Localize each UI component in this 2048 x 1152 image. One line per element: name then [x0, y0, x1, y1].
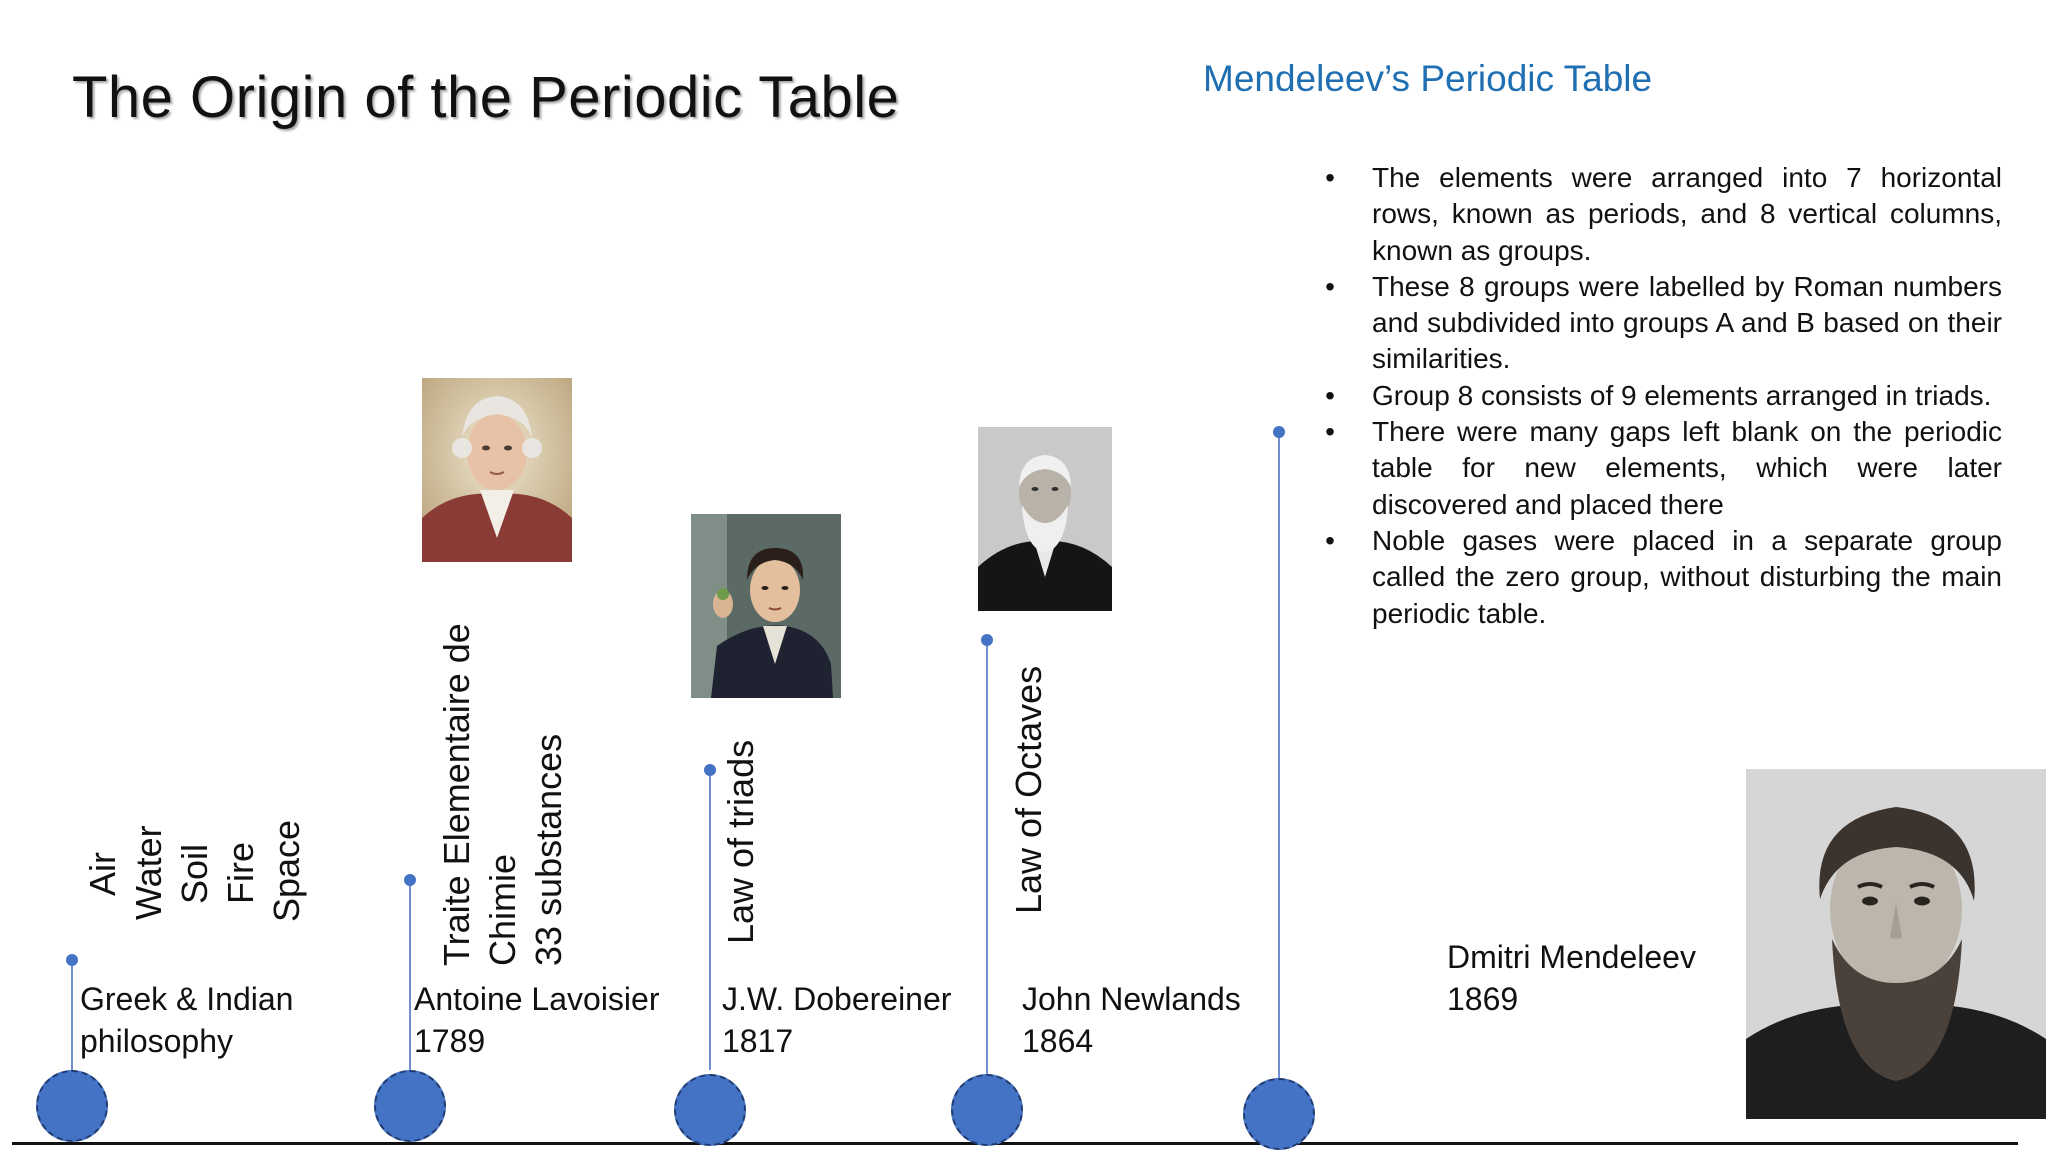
bullet-text: There were many gaps left blank on the periodic table for new elements, which were later discovered and placed there	[1372, 416, 2002, 520]
caption-detail: 1864	[1022, 1023, 1094, 1059]
caption-detail: philosophy	[80, 1023, 233, 1059]
lavoisier-label-chimie: Chimie	[482, 853, 523, 966]
bullet-item	[1320, 269, 2002, 378]
timeline-stem	[986, 640, 988, 1074]
timeline-node-mendeleev	[1243, 1078, 1315, 1150]
bullet-text: Noble gases were placed in a separate group called the zero group, without disturbing the main periodic table.	[1372, 524, 2002, 629]
timeline-stem-dot	[1273, 426, 1285, 438]
caption-name: J.W. Dobereiner	[722, 981, 952, 1017]
timeline-caption-lavoisier	[414, 978, 659, 1062]
timeline-stem-dot	[704, 764, 716, 776]
newlands-label-octaves: Law of Octaves	[1008, 665, 1049, 914]
bullet-item	[1320, 160, 2002, 269]
lavoisier-label-book: Traite Elementaire de	[436, 623, 477, 966]
timeline-stem	[409, 880, 411, 1070]
timeline-caption-newlands	[1022, 978, 1241, 1062]
elements-label-fire: Fire	[220, 842, 261, 904]
dobereiner-portrait-image	[691, 514, 841, 698]
timeline-stem	[709, 770, 711, 1070]
lavoisier-label-substances: 33 substances	[528, 733, 569, 966]
caption-name: Dmitri Mendeleev	[1447, 939, 1696, 975]
dobereiner-label-triads: Law of triads	[720, 739, 761, 944]
timeline-stem	[71, 960, 73, 1070]
timeline-caption-greek	[80, 978, 293, 1062]
mendeleev-bullet-list	[1320, 160, 2002, 632]
bullet-text: These 8 groups were labelled by Roman numbers and subdivided into groups A and B based on their similarities.	[1372, 270, 2002, 375]
bullet-item	[1320, 523, 2002, 632]
lavoisier-portrait	[422, 378, 572, 562]
bullet-text: Group 8 consists of 9 elements arranged in triads.	[1372, 379, 1992, 411]
elements-label-soil: Soil	[174, 843, 215, 904]
timeline-node-lavoisier	[374, 1070, 446, 1142]
caption-detail: 1789	[414, 1023, 486, 1059]
newlands-portrait-image	[978, 427, 1112, 611]
bullet-item	[1320, 378, 2002, 414]
timeline-axis	[12, 1142, 2018, 1145]
timeline-stem-dot	[981, 634, 993, 646]
page-title: The Origin of the Periodic Table	[72, 65, 900, 130]
mendeleev-portrait	[1746, 769, 2046, 1119]
timeline-caption-mendeleev	[1447, 936, 1696, 1020]
section-subtitle: Mendeleev’s Periodic Table	[1203, 58, 1653, 99]
timeline-stem-dot	[66, 954, 78, 966]
elements-label-space: Space	[266, 819, 307, 922]
bullet-marker: •	[1325, 162, 1335, 193]
caption-name: Greek & Indian	[80, 981, 294, 1017]
newlands-portrait	[978, 427, 1112, 611]
mendeleev-portrait-image	[1746, 769, 2046, 1119]
timeline-stem	[1278, 432, 1280, 1078]
elements-label-water: Water	[128, 825, 169, 920]
timeline-node-newlands	[951, 1074, 1023, 1146]
caption-name: Antoine Lavoisier	[414, 981, 660, 1017]
bullet-text: The elements were arranged into 7 horizontal rows, known as periods, and 8 vertical columns, known as groups.	[1372, 162, 2002, 266]
timeline-node-greek	[36, 1070, 108, 1142]
timeline-node-dobereiner	[674, 1074, 746, 1146]
lavoisier-portrait-image	[422, 378, 572, 562]
bullet-marker: •	[1325, 524, 1335, 556]
caption-detail: 1817	[722, 1023, 794, 1059]
timeline-caption-dobereiner	[722, 978, 951, 1062]
bullet-marker: •	[1325, 379, 1335, 411]
dobereiner-portrait	[691, 514, 841, 698]
elements-label-air: Air	[82, 852, 123, 896]
bullet-marker: •	[1325, 270, 1335, 302]
caption-detail: 1869	[1447, 981, 1519, 1017]
caption-name: John Newlands	[1022, 981, 1241, 1017]
bullet-marker: •	[1325, 416, 1335, 448]
bullet-item	[1320, 414, 2002, 523]
timeline-stem-dot	[404, 874, 416, 886]
